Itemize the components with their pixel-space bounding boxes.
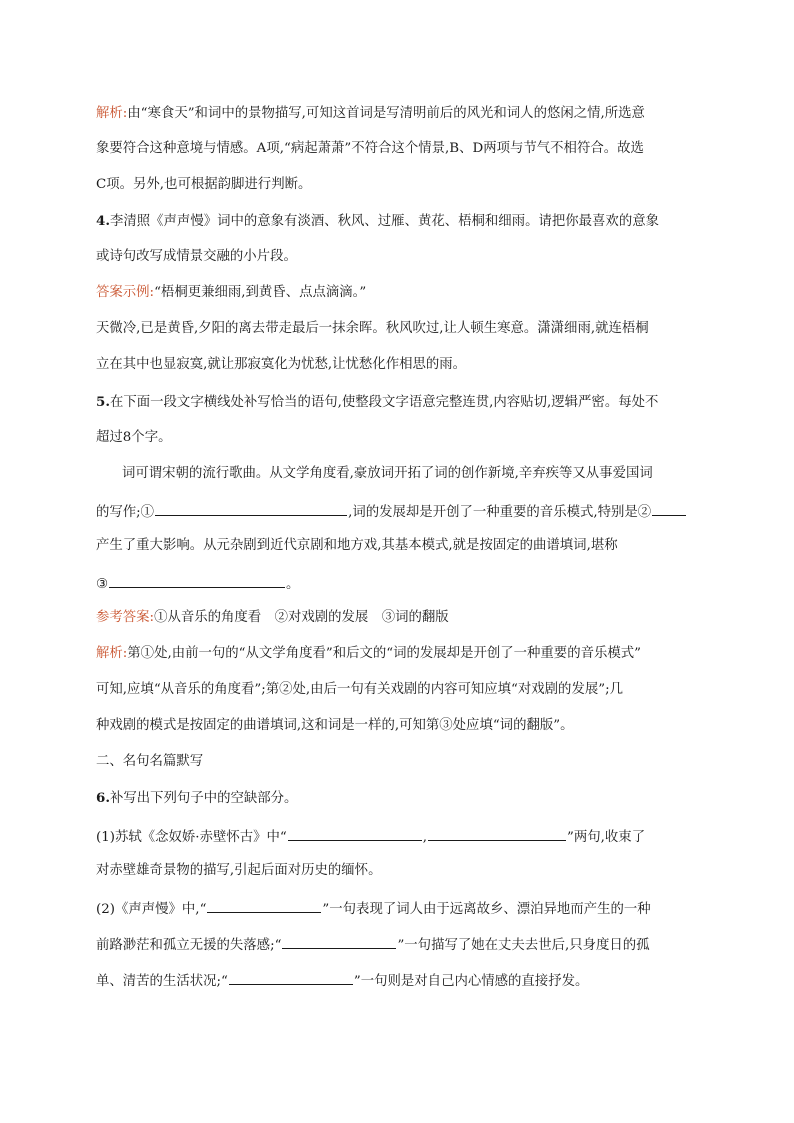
fill-blank-2[interactable] bbox=[652, 501, 686, 516]
section-title: 二、名句名篇默写 bbox=[96, 754, 204, 769]
question-5-line-1 bbox=[96, 393, 658, 411]
analysis-q5-line-3: 种戏剧的模式是按固定的曲谱填词,这和词是一样的,可知第③处应填“词的翻版”。 bbox=[96, 718, 574, 733]
question-6-item-1-line-2: 对赤壁雄奇景物的描写,引起后面对历史的缅怀。 bbox=[96, 863, 382, 878]
fill-blank-6-1b[interactable] bbox=[428, 826, 566, 841]
analysis-q5-line-1 bbox=[96, 645, 641, 663]
item-text: ”一句表现了词人由于远离故乡、漂泊异地而产生的一种 bbox=[322, 902, 651, 917]
analysis-label: 解析: bbox=[96, 106, 128, 121]
example-answer-q4-line-3: 立在其中也显寂寞,就让那寂寞化为忧愁,让忧愁化作相思的雨。 bbox=[96, 357, 467, 372]
analysis-label: 解析: bbox=[96, 646, 128, 661]
fill-blank-6-2c[interactable] bbox=[229, 970, 353, 985]
passage-line-1: 词可谓宋朝的流行歌曲。从文学角度看,豪放词开拓了词的创作新境,辛弃疾等又从事爱国词 bbox=[122, 466, 653, 481]
item-text: 单、清苦的生活状况;“ bbox=[96, 974, 228, 989]
passage-text: ③ bbox=[96, 577, 109, 592]
question-6-item-2-line-2 bbox=[96, 934, 650, 952]
fill-blank-6-1a[interactable] bbox=[288, 826, 422, 841]
item-text: ”一句描写了她在丈夫去世后,只身度日的孤 bbox=[397, 938, 650, 953]
question-4-line-1 bbox=[96, 212, 659, 230]
item-text: ”一句则是对自己内心情感的直接抒发。 bbox=[353, 974, 589, 989]
question-5-line-2: 超过8个字。 bbox=[96, 430, 172, 445]
fill-blank-6-2b[interactable] bbox=[282, 934, 396, 949]
question-text: 在下面一段文字横线处补写恰当的语句,使整段文字语意完整连贯,内容贴切,逻辑严密。每处不 bbox=[109, 395, 659, 410]
example-answer-q4-line-1 bbox=[96, 284, 366, 302]
item-text: (1)苏轼《念奴娇·赤壁怀古》中“ bbox=[96, 830, 287, 845]
question-text: 补写出下列句子中的空缺部分。 bbox=[109, 791, 298, 806]
passage-line-3: 产生了重大影响。从元杂剧到近代京剧和地方戏,其基本模式,就是按固定的曲谱填词,堪称 bbox=[96, 538, 618, 553]
fill-blank-6-2a[interactable] bbox=[207, 898, 321, 913]
fill-blank-3[interactable] bbox=[109, 573, 285, 588]
example-answer-text: “梧桐更兼细雨,到黄昏、点点滴滴。” bbox=[154, 285, 367, 300]
analysis-q3-line-3: C项。另外,也可根据韵脚进行判断。 bbox=[96, 177, 312, 192]
example-answer-q4-line-2: 天微冷,已是黄昏,夕阳的离去带走最后一抹余晖。秋风吹过,让人顿生寒意。潇潇细雨,就连梧桐 bbox=[96, 321, 649, 336]
reference-answer-text: ①从音乐的角度看 ②对戏剧的发展 ③词的翻版 bbox=[154, 610, 449, 625]
item-text: ”两句,收束了 bbox=[567, 830, 646, 845]
analysis-q3-line-1 bbox=[96, 105, 645, 123]
question-4-line-2: 或诗句改写成情景交融的小片段。 bbox=[96, 249, 297, 264]
question-6-item-1-line-1 bbox=[96, 826, 645, 844]
analysis-q3-line-2: 象要符合这种意境与情感。A项,“病起萧萧”不符合这个情景,B、D两项与节气不相符合。故选 bbox=[96, 141, 644, 156]
item-text: 前路渺茫和孤立无援的失落感;“ bbox=[96, 938, 282, 953]
passage-text: ,词的发展却是开创了一种重要的音乐模式,特别是② bbox=[348, 505, 652, 520]
passage-line-2 bbox=[96, 501, 687, 519]
question-text: 李清照《声声慢》词中的意象有淡酒、秋风、过雁、黄花、梧桐和细雨。请把你最喜欢的意象 bbox=[109, 214, 659, 229]
question-6-item-2-line-3 bbox=[96, 970, 588, 988]
example-answer-label: 答案示例: bbox=[96, 285, 155, 300]
question-number: 5. bbox=[96, 394, 110, 410]
reference-answer-label: 参考答案: bbox=[96, 610, 155, 625]
question-number: 4. bbox=[96, 213, 110, 229]
question-6-title bbox=[96, 789, 297, 807]
item-text: (2)《声声慢》中,“ bbox=[96, 902, 207, 917]
passage-text: 的写作;① bbox=[96, 505, 155, 520]
analysis-q5-line-2: 可知,应填“从音乐的角度看”;第②处,由后一句有关戏剧的内容可知应填“对戏剧的发展”;几 bbox=[96, 682, 623, 697]
analysis-text: 由“寒食天”和词中的景物描写,可知这首词是写清明前后的风光和词人的悠闲之情,所选意 bbox=[127, 106, 645, 121]
reference-answer-q5 bbox=[96, 609, 449, 627]
passage-text: 。 bbox=[286, 577, 300, 592]
fill-blank-1[interactable] bbox=[155, 501, 347, 516]
passage-line-4 bbox=[96, 573, 299, 591]
item-text: , bbox=[422, 830, 428, 845]
analysis-text: 第①处,由前一句的“从文学角度看”和后文的“词的发展却是开创了一种重要的音乐模式” bbox=[127, 646, 641, 661]
question-6-item-2-line-1 bbox=[96, 898, 651, 916]
question-number: 6. bbox=[96, 790, 110, 806]
